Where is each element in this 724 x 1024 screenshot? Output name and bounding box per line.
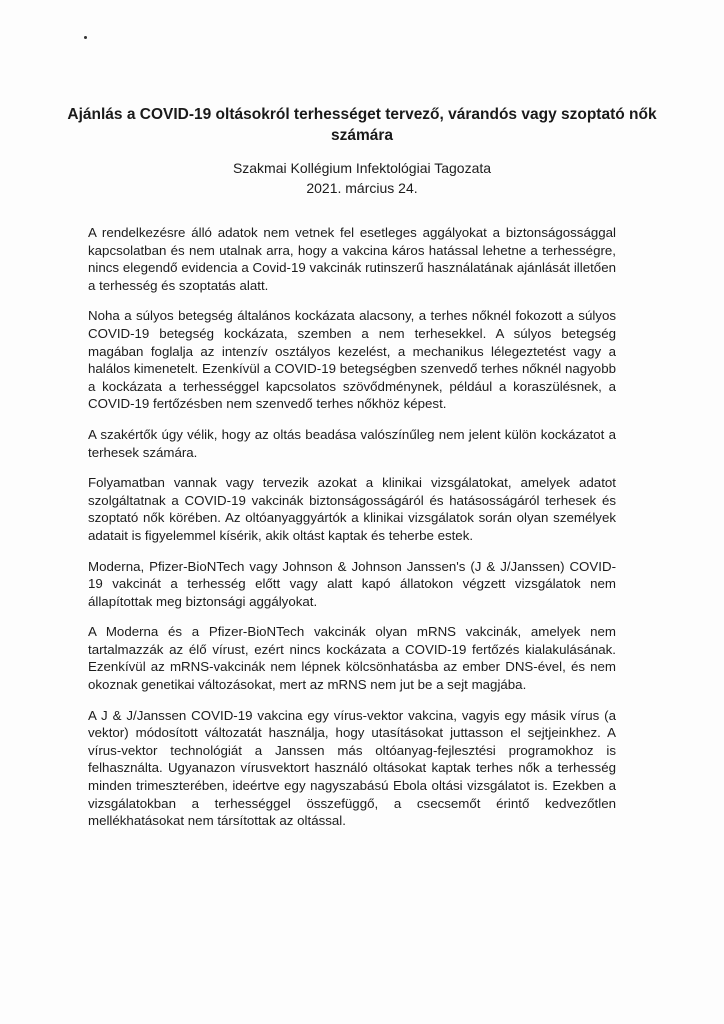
document-header — [60, 158, 664, 198]
paragraph-2: Noha a súlyos betegség általános kockázata alacsony, a terhes nőknél fokozott a súlyos COVID-19 betegség kockázata, szemben a nem terhesekkel. A súlyos betegség magában foglalja az intenzív osztályos kezelést, a mechanikus lélegeztetést vagy a halálos kimenetelt. Ezenkívül a COVID-19 betegségben szenvedő terhes nőknél nagyobb a kockázata a terhességgel kapcsolatos szövődménynek, például a koraszülésnek, a COVID-19 fertőzésben nem szenvedő terhes nőkhöz képest. — [88, 308, 616, 412]
document-date: 2021. március 24. — [306, 180, 418, 196]
paragraph-5: Moderna, Pfizer-BioNTech vagy Johnson & Johnson Janssen's (J & J/Janssen) COVID-19 vakcinát a terhesség előtt vagy alatt kapó állatokon végzett vizsgálatok nem állapítottak meg biztonsági aggályokat. — [88, 558, 616, 609]
organization-name: Szakmai Kollégium Infektológiai Tagozata — [232, 160, 492, 176]
document-title: Ajánlás a COVID-19 oltásokról terhességet tervező, várandós vagy szoptató nők számára — [67, 106, 657, 144]
paragraph-3: A szakértők úgy vélik, hogy az oltás beadása valószínűleg nem jelent külön kockázatot a terhesek számára. — [88, 426, 616, 460]
paragraph-7: A J & J/Janssen COVID-19 vakcina egy vírus-vektor vakcina, vagyis egy másik vírus (a vektor) módosított változatát használja, hogy utasításokat juttasson el sejtjeinkhez. A vírus-vektor technológiát a Janssen más oltóanyag-fejlesztési programokhoz is felhasználta. Ugyanazon vírusvektort használó oltásokat kaptak terhes nők a terhesség minden trimeszterében, ideértve egy nagyszabású Ebola oltási vizsgálatot is. Ezekben a vizsgálatokban a terhességgel összefüggő, a csecsemőt érintő kedvezőtlen mellékhatásokat nem társítottak az oltással. — [88, 707, 616, 829]
paragraph-1: A rendelkezésre álló adatok nem vetnek fel esetleges aggályokat a biztonságossággal kapcsolatban és nem utalnak arra, hogy a vakcina káros hatással lehetne a terhességre, nincs elegendő evidencia a Covid-19 vakcinák rutinszerű használatának ajánlását illetően a terhesség és szoptatás alatt. — [88, 225, 616, 293]
document-body — [88, 224, 616, 843]
scan-speck — [84, 36, 87, 39]
paragraph-4: Folyamatban vannak vagy tervezik azokat a klinikai vizsgálatokat, amelyek adatot szolgáltatnak a COVID-19 vakcinák biztonságosságáról és hatásosságáról terhesek és szoptató nők körében. Az oltóanyaggyártók a klinikai vizsgálatok során olyan személyek adatait is figyelemmel kísérik, akik oltást kaptak és teherbe estek. — [88, 475, 616, 543]
paragraph-6: A Moderna és a Pfizer-BioNTech vakcinák olyan mRNS vakcinák, amelyek nem tartalmazzák az élő vírust, ezért nincs kockázata a COVID-19 fertőzés kialakulásának. Ezenkívül az mRNS-vakcinák nem lépnek kölcsönhatásba az ember DNS-ével, és nem okoznak genetikai változásokat, mert az mRNS nem jut be a sejt magjába. — [88, 624, 616, 693]
